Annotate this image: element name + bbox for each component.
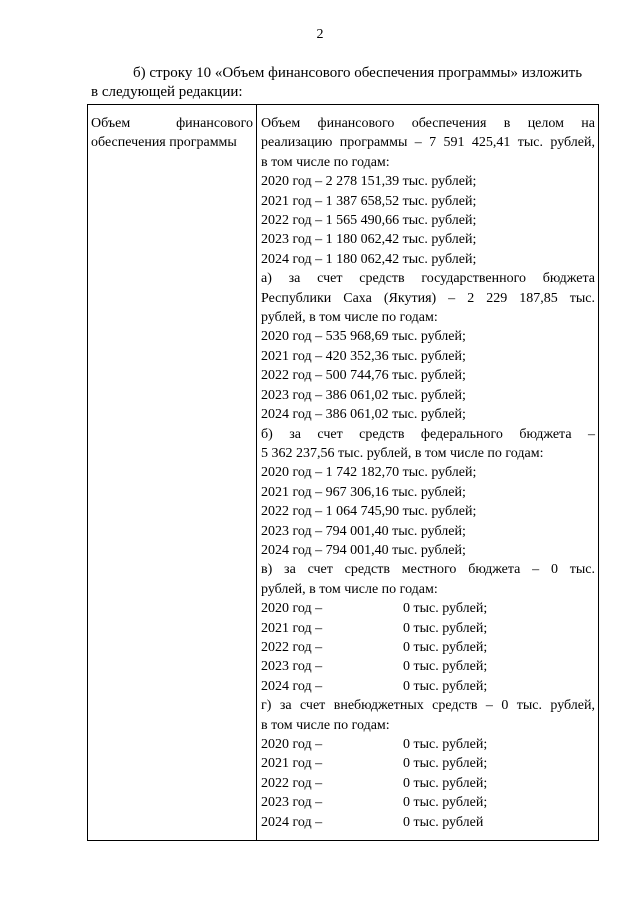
federal-budget-year-row: [261, 502, 595, 521]
year-value: 967 306,16 тыс. рублей;: [325, 484, 466, 500]
state-budget-year-row: [261, 366, 595, 385]
local-budget-year-row: [261, 619, 595, 638]
year-value: 0 тыс. рублей;: [403, 601, 488, 617]
local-budget-line-1: в) за счет средств местного бюджета – 0 тыс.: [261, 562, 595, 578]
year-value: 0 тыс. рублей;: [403, 639, 488, 655]
funding-content: [257, 105, 598, 840]
page-number: 2: [316, 27, 324, 42]
total-year-row: 2022 год – 1 565 490,66 тыс. рублей;: [261, 213, 477, 229]
table-row: [88, 105, 599, 841]
year-value: 500 744,76 тыс. рублей;: [325, 368, 466, 384]
federal-budget-paragraph: [261, 425, 595, 464]
total-year-row: 2024 год – 1 180 062,42 тыс. рублей;: [261, 251, 477, 267]
year-value: 0 тыс. рублей;: [403, 795, 488, 811]
year-value: 1 742 182,70 тыс. рублей;: [325, 465, 477, 481]
intro-line-2: в следующей редакции:: [91, 84, 243, 100]
extrabudgetary-line-2: в том числе по годам:: [261, 717, 390, 733]
federal-budget-year-row: [261, 522, 595, 541]
total-line-3: в том числе по годам:: [261, 154, 390, 170]
year-label: 2023 год –: [261, 659, 323, 675]
year-label: 2022 год –: [261, 368, 323, 384]
year-label: 2024 год –: [261, 678, 323, 694]
year-value: 1 064 745,90 тыс. рублей;: [325, 504, 477, 520]
local-budget-paragraph: [261, 560, 595, 599]
total-funding-paragraph: [261, 114, 595, 172]
total-year-row: 2023 год – 1 180 062,42 тыс. рублей;: [261, 232, 477, 248]
year-value: 0 тыс. рублей;: [403, 737, 488, 752]
year-label: 2021 год –: [261, 756, 323, 772]
year-value: 0 тыс. рублей: [403, 814, 484, 830]
federal-budget-line-1: б) за счет средств федерального бюджета –: [261, 426, 595, 442]
year-label: 2024 год –: [261, 407, 323, 423]
year-label: 2022 год –: [261, 504, 323, 520]
year-value: 0 тыс. рублей;: [403, 678, 488, 694]
total-line-1: Объем финансового обеспечения в целом на: [261, 116, 595, 131]
state-budget-line-3: рублей, в том числе по годам:: [261, 310, 438, 326]
total-line-2: реализацию программы – 7 591 425,41 тыс. рублей,: [261, 135, 595, 151]
year-label: 2020 год –: [261, 329, 323, 345]
year-value: 386 061,02 тыс. рублей;: [325, 387, 466, 403]
year-value: 535 968,69 тыс. рублей;: [325, 329, 466, 345]
local-budget-year-row: [261, 638, 595, 657]
extrabudgetary-year-row: [261, 735, 595, 754]
year-value: 386 061,02 тыс. рублей;: [325, 407, 466, 423]
local-budget-year-row: [261, 599, 595, 618]
label-line-2: обеспечения программы: [91, 135, 237, 150]
intro-line-1: б) строку 10 «Объем финансового обеспечения программы» изложить: [133, 65, 583, 81]
federal-budget-year-row: [261, 541, 595, 560]
label-line-1: Объем финансового: [91, 116, 253, 131]
year-label: 2022 год –: [261, 775, 323, 791]
extrabudgetary-year-row: [261, 754, 595, 773]
federal-budget-line-2: 5 362 237,56 тыс. рублей, в том числе по годам:: [261, 445, 544, 461]
year-label: 2022 год –: [261, 639, 323, 655]
year-value: 794 001,40 тыс. рублей;: [325, 542, 466, 558]
extrabudgetary-year-row: [261, 813, 595, 832]
federal-budget-year-row: [261, 463, 595, 482]
extrabudgetary-year-row: [261, 774, 595, 793]
program-funding-table: [87, 104, 599, 841]
year-label: 2023 год –: [261, 795, 323, 811]
federal-budget-year-row: [261, 483, 595, 502]
year-label: 2024 год –: [261, 814, 323, 830]
extrabudgetary-year-row: [261, 793, 595, 812]
state-budget-year-row: [261, 327, 595, 346]
year-label: 2020 год –: [261, 465, 323, 481]
state-budget-year-row: [261, 347, 595, 366]
year-label: 2021 год –: [261, 484, 323, 500]
extrabudgetary-line-1: г) за счет внебюджетных средств – 0 тыс. рублей,: [261, 698, 595, 714]
state-budget-line-1: а) за счет средств государственного бюджета: [261, 271, 595, 287]
year-value: 0 тыс. рублей;: [403, 775, 488, 791]
local-budget-line-2: рублей, в том числе по годам:: [261, 581, 438, 597]
year-label: 2023 год –: [261, 387, 323, 403]
state-budget-paragraph: [261, 269, 595, 327]
year-label: 2024 год –: [261, 542, 323, 558]
year-label: 2020 год –: [261, 601, 323, 617]
year-value: 0 тыс. рублей;: [403, 659, 488, 675]
total-year-row: 2021 год – 1 387 658,52 тыс. рублей;: [261, 193, 477, 209]
year-label: 2023 год –: [261, 523, 323, 539]
total-year-row: 2020 год – 2 278 151,39 тыс. рублей;: [261, 174, 477, 190]
extrabudgetary-paragraph: [261, 696, 595, 735]
local-budget-year-row: [261, 677, 595, 696]
year-label: 2020 год –: [261, 737, 323, 752]
year-label: 2021 год –: [261, 348, 323, 364]
year-value: 0 тыс. рублей;: [403, 756, 488, 772]
year-label: 2021 год –: [261, 620, 323, 636]
state-budget-year-row: [261, 405, 595, 424]
state-budget-line-2: Республики Саха (Якутия) – 2 229 187,85 тыс.: [261, 290, 595, 306]
row-label: [88, 105, 256, 152]
label-cell: [88, 105, 257, 841]
state-budget-year-row: [261, 386, 595, 405]
local-budget-year-row: [261, 657, 595, 676]
year-value: 0 тыс. рублей;: [403, 620, 488, 636]
year-value: 420 352,36 тыс. рублей;: [325, 348, 466, 364]
content-cell: [257, 105, 599, 841]
year-value: 794 001,40 тыс. рублей;: [325, 523, 466, 539]
